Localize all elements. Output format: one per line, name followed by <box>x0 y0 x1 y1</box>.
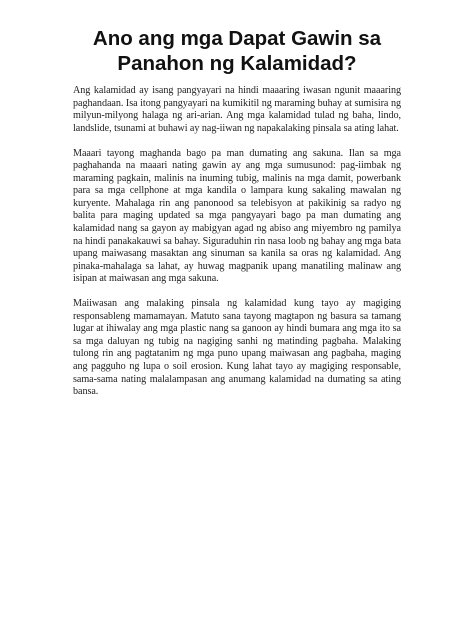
title-line-1: Ano ang mga Dapat Gawin sa <box>92 27 382 50</box>
title-line-2: Panahon ng Kalamidad? <box>117 52 357 75</box>
document-body <box>73 85 401 399</box>
document-title <box>60 26 414 76</box>
paragraph-responsibility: Maiiwasan ang malaking pinsala ng kalamidad kung tayo ay magiging responsableng mamamayan. Matuto sana tayong magtapon ng basura sa tamang lugar at ihiwalay ang mga plastic nang sa ganoon ay hindi bumara ang mga ito sa sa mga daluyan ng tubig na nagiging sanhi ng matinding pagbaha. Malaking tulong rin ang pagtatanim ng mga puno upang maiwasan ang pagbaha, maging ang pagguho ng lupa o soil erosion. Kung lahat tayo ay magiging responsable, sama-sama nating malalampasan ang anumang kalamidad na dumating sa ating bansa. <box>73 298 401 398</box>
paragraph-preparation: Maaari tayong maghanda bago pa man dumating ang sakuna. Ilan sa mga paghahanda na maaari nating gawin ay ang mga sumusunod: pag-iimbak ng maraming pagkain, malinis na inuming tubig, malinis na mga damit, powerbank para sa mga cellphone at mga kandila o lampara kung sakaling mawalan ng kuryente. Mahalaga rin ang panonood sa telebisyon at pakikinig sa radyo ng balita para maging updated sa mga pangyayari bago pa man dumating ang kalamidad nang sa gayon ay mabigyan agad ng abiso ang miyembro ng pamilya na hindi panakakauwi sa bahay. Siguraduhin rin nasa loob ng bahay ang mga bata upang maiwasang masaktan ang sinuman sa kanila sa oras ng kalamidad. Ang pinaka-mahalaga sa lahat, ay huwag magpanik upang manatiling malinaw ang isipan at maiwasan ang mga sakuna. <box>73 147 401 285</box>
paragraph-intro: Ang kalamidad ay isang pangyayari na hindi maaaring iwasan ngunit maaaring paghandaan. Isa itong pangyayari na kumikitil ng maraming buhay at sumisira ng milyun-milyong halaga ng ari-arian. Ang mga kalamidad tulad ng baha, lindo, landslide, tsunami at buhawi ay nag-iiwan ng napakalaking pinsala sa ating lahat. <box>73 85 401 134</box>
